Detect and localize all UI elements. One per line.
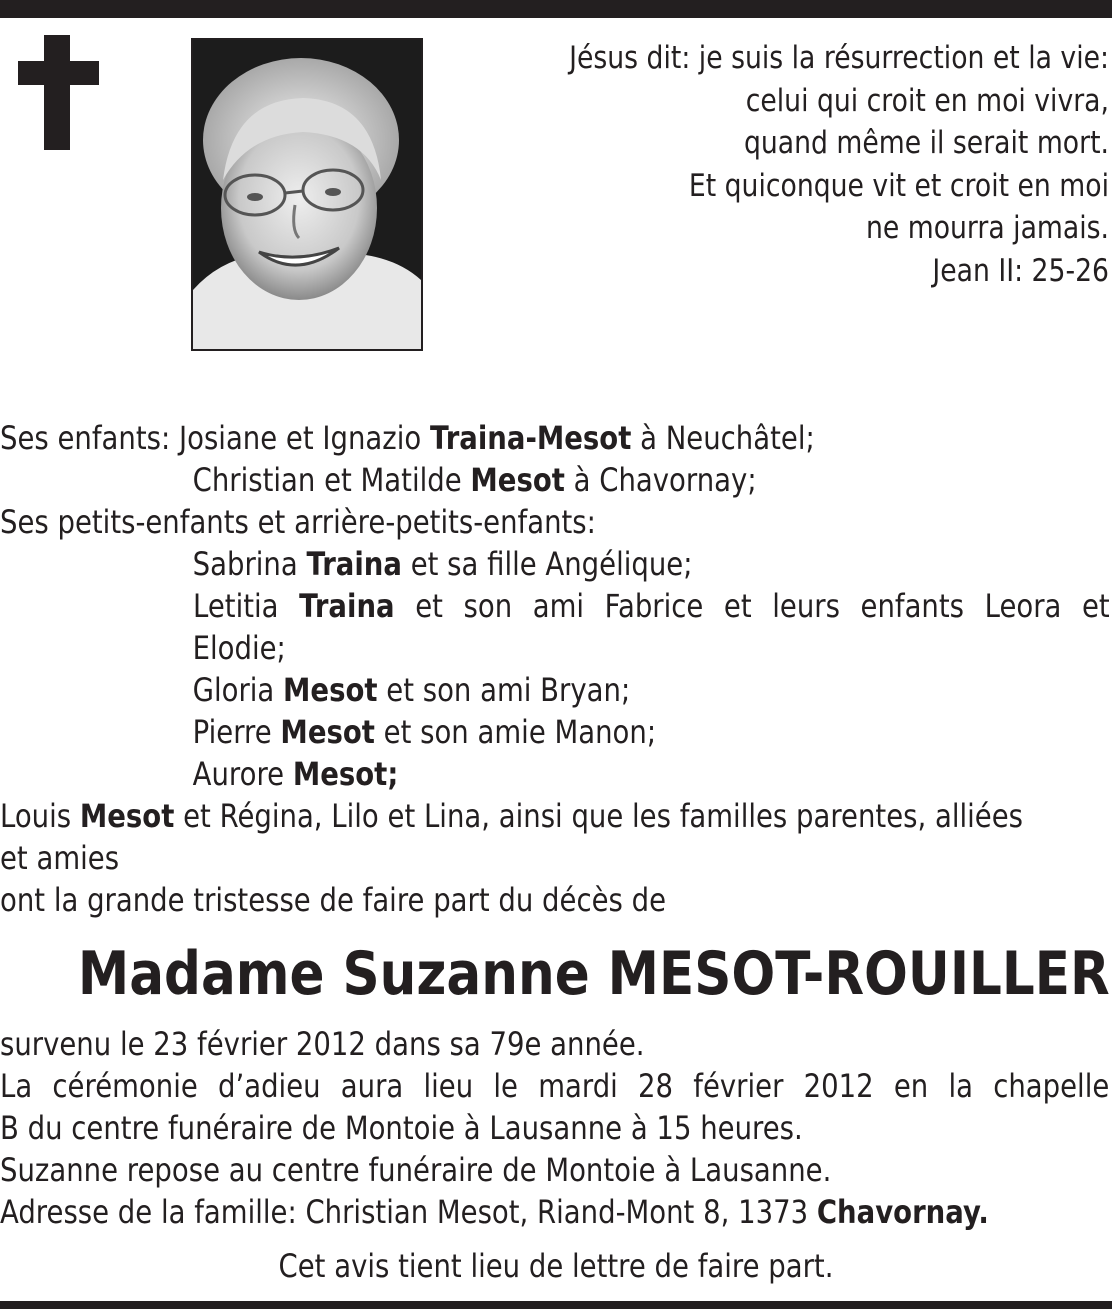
verse-line: celui qui croit en moi vivra,: [745, 82, 1109, 119]
ceremony-line-cont: B du centre funéraire de Montoie à Lausanne à 15 heures.: [0, 1109, 803, 1147]
verse-line: quand même il serait mort.: [743, 125, 1109, 162]
closing-note: Cet avis tient lieu de lettre de faire part.: [278, 1247, 834, 1285]
verse-line: ne mourra jamais.: [865, 210, 1109, 247]
announcement-line: ont la grande tristesse de faire part du décès de: [0, 881, 667, 919]
top-rule: [0, 0, 1112, 18]
grandchild-line: Aurore Mesot;: [192, 755, 399, 793]
scripture-verse: [559, 37, 1109, 293]
grandchild-line-cont: Elodie;: [192, 629, 286, 667]
grandchild-line: Letitia Traina et son ami Fabrice et leurs enfants Leora et: [193, 587, 1110, 625]
verse-reference: Jean II: 25-26: [932, 252, 1109, 289]
grandchild-line: Pierre Mesot et son amie Manon;: [192, 713, 657, 751]
family-list: [0, 417, 1112, 921]
children-line: Christian et Matilde Mesot à Chavornay;: [192, 461, 757, 499]
repose-line: Suzanne repose au centre funéraire de Montoie à Lausanne.: [0, 1151, 832, 1189]
ceremony-details: [0, 1023, 1112, 1233]
relatives-line-cont: et amies: [0, 839, 120, 877]
portrait-photo: [191, 38, 423, 351]
grandchild-line: Sabrina Traina et sa fille Angélique;: [192, 545, 693, 583]
verse-line: Jésus dit: je suis la résurrection et la vie:: [569, 40, 1109, 76]
verse-line: Et quiconque vit et croit en moi: [688, 167, 1109, 204]
relatives-line: Louis Mesot et Régina, Lilo et Lina, ainsi que les familles parentes, alliées: [0, 797, 1023, 835]
deceased-name: Madame Suzanne MESOT-ROUILLER: [77, 939, 1110, 1009]
address-line: Adresse de la famille: Christian Mesot, Riand-Mont 8, 1373 Chavornay.: [0, 1193, 989, 1231]
grandchildren-heading: Ses petits-enfants et arrière-petits-enfants:: [0, 503, 596, 541]
death-date-line: survenu le 23 février 2012 dans sa 79e année.: [0, 1025, 645, 1063]
grandchild-line: Gloria Mesot et son ami Bryan;: [192, 671, 631, 709]
children-line: Ses enfants: Josiane et Ignazio Traina-Mesot à Neuchâtel;: [0, 419, 815, 457]
bottom-rule: [0, 1301, 1112, 1309]
ceremony-line: La cérémonie d’adieu aura lieu le mardi 28 février 2012 en la chapelle: [0, 1067, 1110, 1105]
